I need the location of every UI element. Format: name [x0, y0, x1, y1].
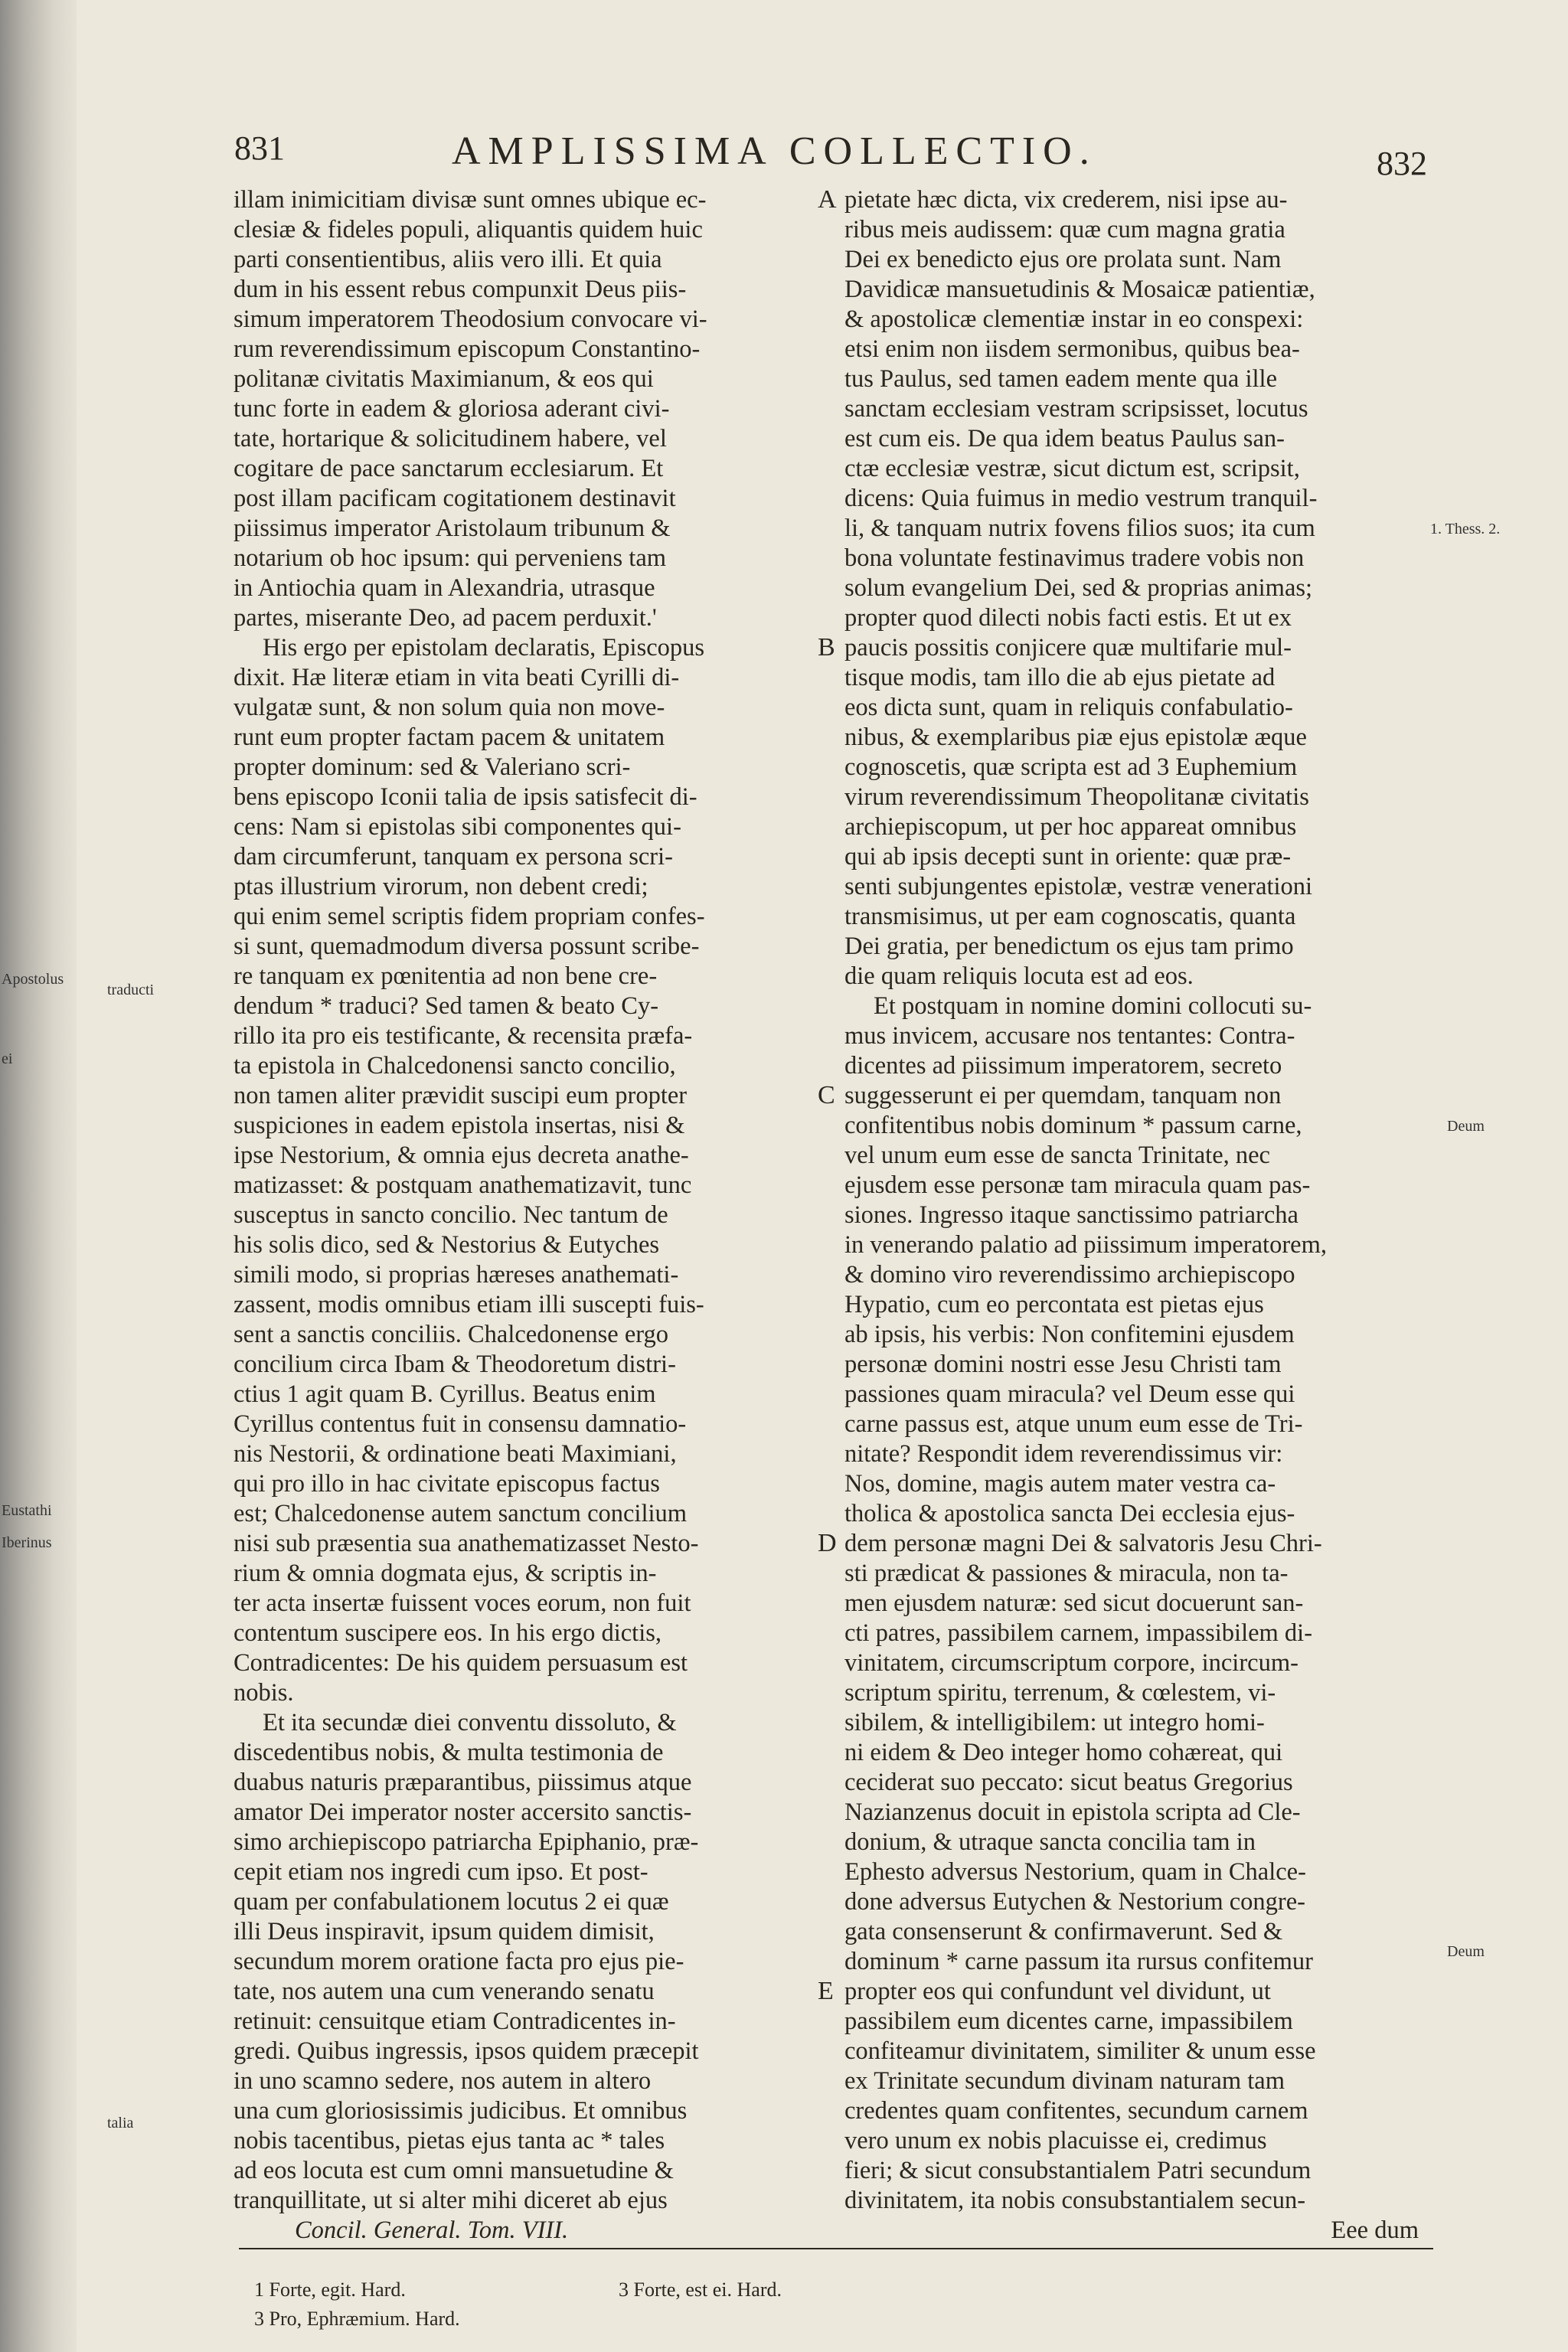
text-line: cogitare de pace sanctarum ecclesiarum. Et [234, 455, 664, 482]
text-line: una cum gloriosissimis judicibus. Et omnibus [234, 2097, 688, 2125]
text-line: ptas illustrium virorum, non debent credi; [234, 873, 648, 900]
text-line: qui ab ipsis decepti sunt in oriente: quæ præ- [844, 843, 1292, 871]
text-line: contentum suscipere eos. In his ergo dictis, [234, 1619, 662, 1647]
text-line: nobis tacentibus, pietas ejus tanta ac * tales [234, 2127, 665, 2154]
text-line: tholica & apostolica sancta Dei ecclesia ejus- [844, 1500, 1295, 1527]
text-line: ex Trinitate secundum divinam naturam tam [844, 2067, 1285, 2095]
text-line: & domino viro reverendissimo archiepiscopo [844, 1261, 1295, 1289]
text-line: Ephesto adversus Nestorium, quam in Chalce- [844, 1858, 1306, 1886]
text-line: rillo ita pro eis testificante, & recensita præfa- [234, 1022, 693, 1050]
text-line: senti subjungentes epistolæ, vestræ venerationi [844, 873, 1313, 900]
text-line: cti patres, passibilem carnem, impassibilem di- [844, 1619, 1313, 1647]
margin-note: talia [107, 2115, 134, 2132]
text-line: Nazianzenus docuit in epistola scripta ad Cle- [844, 1798, 1301, 1826]
text-line: vero unum ex nobis placuisse ei, credimus [844, 2127, 1267, 2154]
text-line: simum imperatorem Theodosium convocare vi- [234, 305, 707, 333]
text-line: ctius 1 agit quam B. Cyrillus. Beatus enim [234, 1380, 656, 1408]
text-line: dendum * traduci? Sed tamen & beato Cy- [234, 992, 659, 1020]
section-letter: A [818, 185, 837, 214]
text-line: ni eidem & Deo integer homo cohæreat, qui [844, 1739, 1283, 1766]
text-line: tate, nos autem una cum venerando senatu [234, 1978, 655, 2005]
gutter-note: Eustathi [2, 1502, 52, 1519]
margin-note: Deum [1447, 1118, 1485, 1135]
text-line: his solis dico, sed & Nestorius & Eutyches [234, 1231, 660, 1259]
text-line: bens episcopo Iconii talia de ipsis satisfecit di- [234, 783, 697, 811]
text-line: notarium ob hoc ipsum: qui perveniens tam [234, 544, 667, 572]
text-line: & apostolicæ clementiæ instar in eo conspexi: [844, 305, 1304, 333]
text-line: politanæ civitatis Maximianum, & eos qui [234, 365, 654, 393]
signature-line: Concil. General. Tom. VIII. [295, 2216, 569, 2244]
text-line: rum reverendissimum episcopum Constantino- [234, 335, 701, 363]
text-line: concilium circa Ibam & Theodoretum distri- [234, 1351, 676, 1378]
text-line: non tamen aliter prævidit suscipi eum propter [234, 1082, 688, 1109]
text-line: confiteamur divinitatem, similiter & unum esse [844, 2037, 1316, 2065]
text-line: done adversus Eutychen & Nestorium congre- [844, 1888, 1305, 1916]
text-line: Cyrillus contentus fuit in consensu damnatio- [234, 1410, 687, 1438]
text-line: quam per confabulationem locutus 2 ei quæ [234, 1888, 669, 1916]
margin-note: 1. Thess. 2. [1430, 521, 1501, 537]
text-line: nis Nestorii, & ordinatione beati Maximiani, [234, 1440, 677, 1468]
binding-gutter [0, 0, 77, 2352]
text-line: secundum morem oratione facta pro ejus pie- [234, 1948, 684, 1975]
text-line: dominum * carne passum ita rursus confitemur [844, 1948, 1313, 1975]
footnote: 1 Forte, egit. Hard. [254, 2278, 406, 2301]
text-line: in venerando palatio ad piissimum imperatorem, [844, 1231, 1327, 1259]
text-line: passibilem eum dicentes carne, impassibilem [844, 2007, 1293, 2035]
text-line: men ejusdem naturæ: sed sicut docuerunt san- [844, 1589, 1304, 1617]
text-line: eos dicta sunt, quam in reliquis confabulatio- [844, 694, 1293, 721]
text-line: Et ita secundæ diei conventu dissoluto, & [263, 1709, 677, 1736]
text-line: in Antiochia quam in Alexandria, utrasque [234, 574, 655, 602]
text-line: His ergo per epistolam declaratis, Episcopus [263, 634, 705, 662]
page-number-right: 832 [1377, 145, 1427, 182]
text-line: dicens: Quia fuimus in medio vestrum tranquil- [844, 485, 1318, 512]
text-line: susceptus in sancto concilio. Nec tantum de [234, 1201, 668, 1229]
page-header [230, 129, 1432, 190]
text-line: vel unum eum esse de sancta Trinitate, nec [844, 1142, 1270, 1169]
text-line: Dei gratia, per benedictum os ejus tam primo [844, 933, 1294, 960]
text-line: dixit. Hæ literæ etiam in vita beati Cyrilli di- [234, 664, 680, 691]
text-line: qui pro illo in hac civitate episcopus factus [234, 1470, 660, 1498]
text-line: propter quod dilecti nobis facti estis. Et ut ex [844, 604, 1292, 632]
text-line: si sunt, quemadmodum diversa possunt scribe- [234, 933, 700, 960]
text-line: scriptum spiritu, terrenum, & cœlestem, vi- [844, 1679, 1276, 1707]
page-number-left: 831 [234, 129, 285, 167]
text-line: cognoscetis, quæ scripta est ad 3 Euphemium [844, 753, 1298, 781]
margin-note: Deum [1447, 1943, 1485, 1960]
text-line: ceciderat suo peccato: sicut beatus Gregorius [844, 1769, 1293, 1796]
text-line: virum reverendissimum Theopolitanæ civitatis [844, 783, 1309, 811]
catchword-line: Eee dum [1331, 2216, 1419, 2244]
section-letter: C [818, 1081, 835, 1109]
text-line: siones. Ingresso itaque sanctissimo patriarcha [844, 1201, 1298, 1229]
text-line: dum in his essent rebus compunxit Deus piis- [234, 276, 687, 303]
text-line: paucis possitis conjicere quæ multifarie mul- [844, 634, 1292, 662]
text-line: mus invicem, accusare nos tentantes: Contra- [844, 1022, 1295, 1050]
text-line: vinitatem, circumscriptum corpore, incircum- [844, 1649, 1298, 1677]
text-line: ta epistola in Chalcedonensi sancto concilio, [234, 1052, 676, 1080]
left-column [234, 185, 815, 2246]
text-line: tunc forte in eadem & gloriosa aderant civi- [234, 395, 670, 423]
text-line: sanctam ecclesiam vestram scripsisset, locutus [844, 395, 1308, 423]
text-line: simo archiepiscopo patriarcha Epiphanio, præ- [234, 1828, 699, 1856]
text-line: Nos, domine, magis autem mater vestra ca- [844, 1470, 1276, 1498]
gutter-note: ei [2, 1050, 13, 1067]
text-line: tisque modis, tam illo die ab ejus pietate ad [844, 664, 1276, 691]
text-line: in uno scamno sedere, nos autem in altero [234, 2067, 652, 2095]
text-line: Davidicæ mansuetudinis & Mosaicæ patientiæ, [844, 276, 1315, 303]
text-line: Contradicentes: De his quidem persuasum est [234, 1649, 688, 1677]
footnote: 3 Pro, Ephræmium. Hard. [254, 2308, 460, 2330]
text-line: personæ domini nostri esse Jesu Christi tam [844, 1351, 1282, 1378]
text-line: nisi sub præsentia sua anathematizasset Nesto- [234, 1530, 699, 1557]
text-line: propter eos qui confundunt vel dividunt, ut [844, 1978, 1271, 2005]
text-line: dicentes ad piissimum imperatorem, secreto [844, 1052, 1282, 1080]
text-line: divinitatem, ita nobis consubstantialem secun- [844, 2187, 1306, 2214]
text-line: re tanquam ex pœnitentia ad non bene cre- [234, 962, 658, 990]
text-line: ribus meis audissem: quæ cum magna gratia [844, 216, 1285, 243]
text-line: passiones quam miracula? vel Deum esse qui [844, 1380, 1295, 1408]
text-line: est; Chalcedonense autem sanctum concilium [234, 1500, 688, 1527]
text-line: post illam pacificam cogitationem destinavit [234, 485, 676, 512]
text-line: donium, & utraque sancta concilia tam in [844, 1828, 1256, 1856]
text-line: Dei ex benedicto ejus ore prolata sunt. Nam [844, 246, 1282, 273]
text-line: sibilem, & intelligibilem: ut integro homi- [844, 1709, 1265, 1736]
footnote: 3 Forte, est ei. Hard. [619, 2278, 782, 2301]
text-line: propter dominum: sed & Valeriano scri- [234, 753, 631, 781]
text-line: tus Paulus, sed tamen eadem mente qua ille [844, 365, 1277, 393]
text-line: gata consenserunt & confirmaverunt. Sed & [844, 1918, 1283, 1945]
text-line: zassent, modis omnibus etiam illi suscepti fuis- [234, 1291, 704, 1318]
text-line: tranquillitate, ut si alter mihi diceret ab ejus [234, 2187, 668, 2214]
text-line: pietate hæc dicta, vix crederem, nisi ipse au- [844, 186, 1288, 214]
text-line: ctæ ecclesiæ vestræ, sicut dictum est, scripsit, [844, 455, 1300, 482]
text-line: sent a sanctis conciliis. Chalcedonense ergo [234, 1321, 668, 1348]
text-line: bona voluntate festinavimus tradere vobis non [844, 544, 1305, 572]
section-letter: B [818, 633, 835, 662]
text-line: nitate? Respondit idem reverendissimus vir: [844, 1440, 1283, 1468]
text-line: nobis. [234, 1679, 294, 1707]
text-line: ad eos locuta est cum omni mansuetudine & [234, 2157, 674, 2184]
text-line: qui enim semel scriptis fidem propriam confes- [234, 903, 705, 930]
section-letter: E [818, 1977, 834, 2005]
text-line: clesiæ & fideles populi, aliquantis quidem huic [234, 216, 703, 243]
text-line: illi Deus inspiravit, ipsum quidem dimisit, [234, 1918, 655, 1945]
text-line: ejusdem esse personæ tam miracula quam pas- [844, 1171, 1311, 1199]
text-line: archiepiscopum, ut per hoc appareat omnibus [844, 813, 1297, 841]
text-line: duabus naturis præparantibus, piissimus atque [234, 1769, 692, 1796]
section-letter: D [818, 1529, 837, 1557]
text-line: Hypatio, cum eo percontata est pietas ejus [844, 1291, 1264, 1318]
text-line: parti consentientibus, aliis vero illi. Et quia [234, 246, 662, 273]
text-line: simili modo, si proprias hæreses anathemati- [234, 1261, 679, 1289]
text-line: fieri; & sicut consubstantialem Patri secundum [844, 2157, 1312, 2184]
text-line: tate, hortarique & solicitudinem habere, vel [234, 425, 667, 452]
text-line: retinuit: censuitque etiam Contradicentes in- [234, 2007, 676, 2035]
text-line: ipse Nestorium, & omnia ejus decreta anathe- [234, 1142, 689, 1169]
text-line: est cum eis. De qua idem beatus Paulus san- [844, 425, 1285, 452]
margin-note: traducti [107, 982, 155, 998]
text-line: suggesserunt ei per quemdam, tanquam non [844, 1082, 1282, 1109]
text-line: suspiciones in eadem epistola insertas, nisi & [234, 1112, 685, 1139]
running-title: AMPLISSIMA COLLECTIO. [452, 129, 1097, 173]
text-line: carne passus est, atque unum eum esse de Tri- [844, 1410, 1303, 1438]
text-line: runt eum propter factam pacem & unitatem [234, 724, 665, 751]
text-line: die quam reliquis locuta est ad eos. [844, 962, 1194, 990]
text-line: discedentibus nobis, & multa testimonia de [234, 1739, 664, 1766]
text-line: cens: Nam si epistolas sibi componentes qui- [234, 813, 681, 841]
text-line: nibus, & exemplaribus piæ ejus epistolæ æque [844, 724, 1307, 751]
text-line: Et postquam in nomine domini collocuti su- [874, 992, 1312, 1020]
text-line: illam inimicitiam divisæ sunt omnes ubique ec- [234, 186, 707, 214]
text-line: li, & tanquam nutrix fovens filios suos; ita cum [844, 514, 1315, 542]
text-line: ter acta insertæ fuissent voces eorum, non fuit [234, 1589, 691, 1617]
text-line: cepit etiam nos ingredi cum ipso. Et post- [234, 1858, 648, 1886]
text-line: amator Dei imperator noster accersito sanctis- [234, 1798, 692, 1826]
text-line: vulgatæ sunt, & non solum quia non move- [234, 694, 665, 721]
text-line: solum evangelium Dei, sed & proprias animas; [844, 574, 1313, 602]
footnote-rule [239, 2248, 1433, 2249]
text-line: piissimus imperator Aristolaum tribunum & [234, 514, 671, 542]
text-line: ab ipsis, his verbis: Non confitemini ejusdem [844, 1321, 1295, 1348]
text-line: partes, miserante Deo, ad pacem perduxit.' [234, 604, 657, 632]
text-line: credentes quam confitentes, secundum carnem [844, 2097, 1308, 2125]
text-line: etsi enim non iisdem sermonibus, quibus bea- [844, 335, 1300, 363]
text-line: confitentibus nobis dominum * passum carne, [844, 1112, 1302, 1139]
text-line: dam circumferunt, tanquam ex persona scri- [234, 843, 673, 871]
text-line: gredi. Quibus ingressis, ipsos quidem præcepit [234, 2037, 699, 2065]
text-line: matizasset: & postquam anathematizavit, tunc [234, 1171, 692, 1199]
gutter-note: Apostolus [2, 971, 64, 988]
gutter-note: Iberinus [2, 1534, 52, 1551]
text-line: transmisimus, ut per eam cognoscatis, quanta [844, 903, 1296, 930]
right-column [844, 185, 1442, 2246]
text-line: sti prædicat & passiones & miracula, non ta- [844, 1560, 1289, 1587]
text-line: dem personæ magni Dei & salvatoris Jesu Chri- [844, 1530, 1322, 1557]
text-line: rium & omnia dogmata ejus, & scriptis in- [234, 1560, 657, 1587]
